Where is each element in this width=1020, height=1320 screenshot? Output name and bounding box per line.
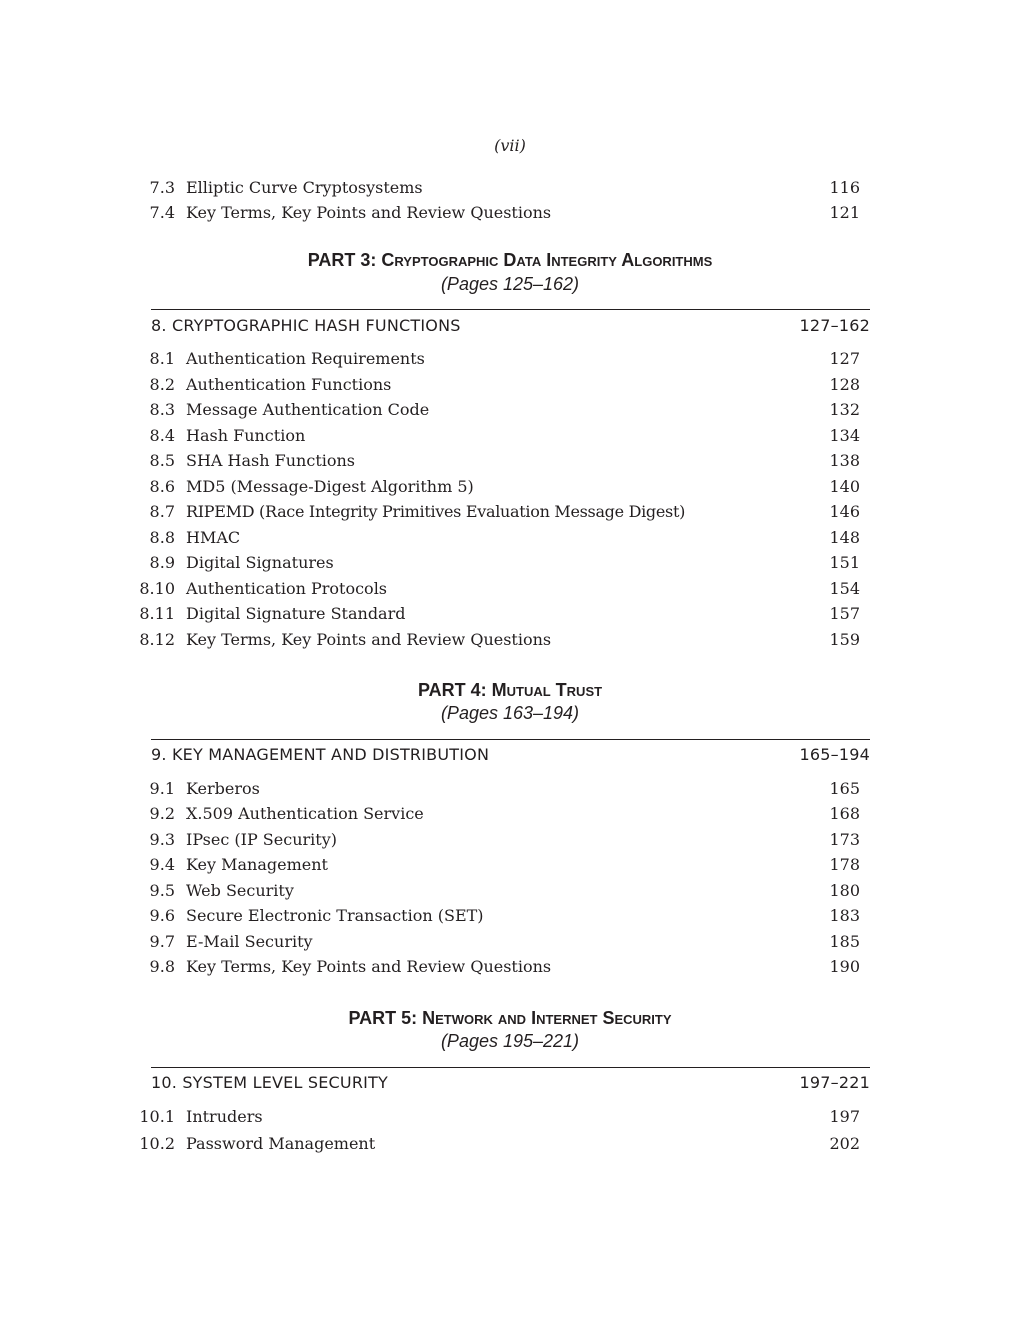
toc-entry: [117, 526, 860, 550]
section-title: Message Authentication Code: [186, 400, 430, 419]
part-page-range: (Pages 195–221): [440, 1031, 580, 1051]
page-folio: (vii): [494, 136, 526, 155]
toc-entry: [117, 930, 860, 954]
toc-entry: [117, 904, 860, 928]
toc-entry: [117, 201, 860, 225]
section-number: 9.5: [149, 881, 175, 900]
toc-entry: [117, 398, 860, 422]
toc-entry: [117, 879, 860, 903]
section-title: Digital Signature Standard: [186, 604, 406, 623]
section-page: 151: [829, 553, 860, 572]
section-title: Elliptic Curve Cryptosystems: [186, 178, 423, 197]
section-page: 159: [829, 630, 860, 649]
chapter-page-range: 165–194: [799, 745, 870, 764]
section-number: 8.7: [149, 502, 175, 521]
section-title: Digital Signatures: [186, 553, 334, 572]
toc-entry: [117, 176, 860, 200]
section-number: 8.11: [139, 604, 175, 623]
chapter-page-range: 127–162: [799, 316, 870, 335]
section-page: 132: [829, 400, 860, 419]
divider: [151, 1067, 870, 1068]
toc-entry: [117, 955, 860, 979]
part-page-range: (Pages 125–162): [440, 274, 580, 294]
divider: [151, 309, 870, 310]
part-heading: [0, 680, 1020, 701]
toc-entry: [117, 449, 860, 473]
section-title: Key Terms, Key Points and Review Questions: [186, 203, 552, 222]
section-number: 8.2: [149, 375, 175, 394]
section-number: 9.8: [149, 957, 175, 976]
section-number: 8.12: [139, 630, 175, 649]
section-number: 8.9: [149, 553, 175, 572]
section-title: Web Security: [186, 881, 294, 900]
section-page: 138: [829, 451, 860, 470]
section-title: Hash Function: [186, 426, 306, 445]
part-page-range: (Pages 163–194): [440, 703, 580, 723]
section-page: 148: [829, 528, 860, 547]
section-title: Key Terms, Key Points and Review Questions: [186, 630, 552, 649]
section-page: 140: [829, 477, 860, 496]
part-label: PART 4:: [417, 680, 487, 700]
section-number: 7.3: [149, 178, 175, 197]
section-number: 9.4: [149, 855, 175, 874]
toc-entry: [117, 475, 860, 499]
section-number: 8.1: [149, 349, 175, 368]
section-title: Key Management: [186, 855, 328, 874]
section-page: 168: [829, 804, 860, 823]
section-number: 8.3: [149, 400, 175, 419]
toc-entry: [117, 500, 860, 524]
section-number: 9.2: [149, 804, 175, 823]
toc-entry: [117, 347, 860, 371]
toc-entry: [117, 828, 860, 852]
section-title: IPsec (IP Security): [186, 830, 337, 849]
section-number: 8.4: [149, 426, 175, 445]
section-title: Authentication Requirements: [186, 349, 425, 368]
section-page: 154: [829, 579, 860, 598]
section-title: Authentication Protocols: [186, 579, 388, 598]
toc-entry: [117, 577, 860, 601]
section-page: 190: [829, 957, 860, 976]
section-number: 9.3: [149, 830, 175, 849]
toc-entry: [117, 602, 860, 626]
chapter-heading: [151, 313, 870, 339]
section-title: SHA Hash Functions: [186, 451, 356, 470]
toc-entry: [117, 1105, 860, 1129]
toc-entry: [117, 802, 860, 826]
toc-entry: [117, 373, 860, 397]
section-page: 185: [829, 932, 860, 951]
section-page: 128: [829, 375, 860, 394]
section-page: 165: [829, 779, 860, 798]
chapter-heading: [151, 1070, 870, 1096]
section-number: 8.8: [149, 528, 175, 547]
part-title: Network and Internet Security: [422, 1008, 672, 1028]
toc-entry: [117, 1132, 860, 1156]
toc-entry: [117, 853, 860, 877]
chapter-title: 10. SYSTEM LEVEL SECURITY: [151, 1073, 388, 1092]
part-title: Mutual Trust: [491, 680, 603, 700]
section-page: 178: [829, 855, 860, 874]
section-title: MD5 (Message-Digest Algorithm 5): [186, 477, 474, 496]
part-label: PART 5:: [348, 1008, 418, 1028]
section-number: 9.1: [149, 779, 175, 798]
toc-entry: [117, 628, 860, 652]
section-number: 9.7: [149, 932, 175, 951]
toc-entry: [117, 551, 860, 575]
section-page: 157: [829, 604, 860, 623]
section-number: 10.2: [139, 1134, 175, 1153]
section-title: E-Mail Security: [186, 932, 313, 951]
section-number: 8.6: [149, 477, 175, 496]
part-label: PART 3:: [307, 250, 377, 270]
section-page: 121: [829, 203, 860, 222]
section-title: RIPEMD (Race Integrity Primitives Evaluation Message Digest): [186, 502, 686, 521]
section-page: 134: [829, 426, 860, 445]
section-title: Kerberos: [186, 779, 260, 798]
chapter-title: 9. KEY MANAGEMENT AND DISTRIBUTION: [151, 745, 490, 764]
toc-entry: [117, 424, 860, 448]
section-title: Secure Electronic Transaction (SET): [186, 906, 484, 925]
section-number: 8.5: [149, 451, 175, 470]
part-heading: [0, 250, 1020, 271]
chapter-heading: [151, 742, 870, 768]
section-page: 197: [829, 1107, 860, 1126]
chapter-page-range: 197–221: [799, 1073, 870, 1092]
chapter-title: 8. CRYPTOGRAPHIC HASH FUNCTIONS: [151, 316, 461, 335]
section-page: 116: [829, 178, 860, 197]
section-title: Password Management: [186, 1134, 376, 1153]
section-number: 7.4: [149, 203, 175, 222]
section-title: Authentication Functions: [186, 375, 392, 394]
section-page: 202: [829, 1134, 860, 1153]
section-title: HMAC: [186, 528, 241, 547]
part-title: Cryptographic Data Integrity Algorithms: [381, 250, 713, 270]
section-page: 180: [829, 881, 860, 900]
section-number: 9.6: [149, 906, 175, 925]
section-title: X.509 Authentication Service: [186, 804, 424, 823]
section-number: 10.1: [139, 1107, 175, 1126]
section-page: 146: [829, 502, 860, 521]
divider: [151, 739, 870, 740]
section-title: Intruders: [186, 1107, 263, 1126]
section-title: Key Terms, Key Points and Review Questions: [186, 957, 552, 976]
section-number: 8.10: [139, 579, 175, 598]
part-heading: [0, 1008, 1020, 1029]
section-page: 173: [829, 830, 860, 849]
section-page: 127: [829, 349, 860, 368]
section-page: 183: [829, 906, 860, 925]
toc-entry: [117, 777, 860, 801]
